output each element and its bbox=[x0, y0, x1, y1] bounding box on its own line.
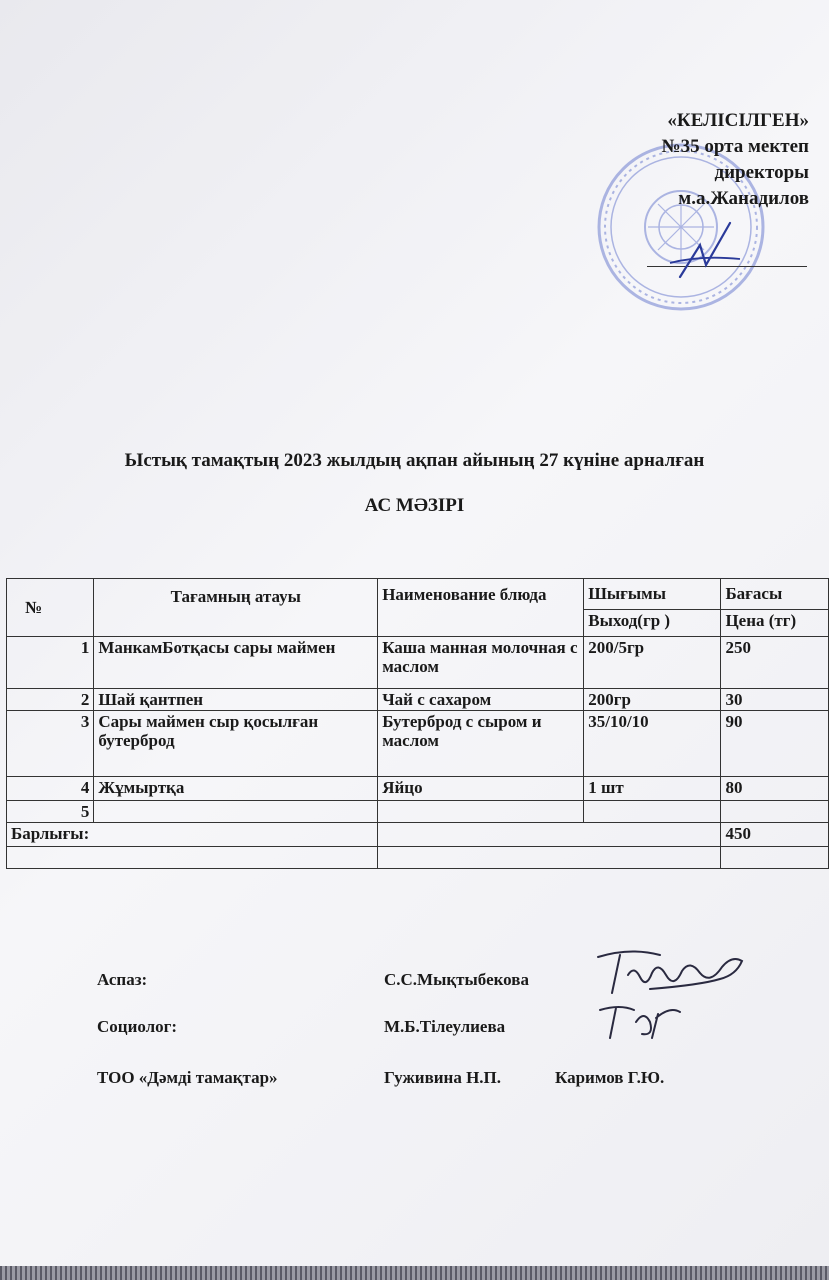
sociologist-name: М.Б.Тілеулиева bbox=[384, 1017, 506, 1036]
cook-label: Аспаз: bbox=[97, 970, 148, 989]
row-price: 90 bbox=[721, 711, 829, 777]
empty-cell bbox=[7, 847, 378, 869]
approval-position: директоры bbox=[714, 162, 809, 183]
empty-cell bbox=[378, 847, 721, 869]
row-output: 200/5гр bbox=[584, 637, 721, 689]
row-name-kz: МанкамБотқасы сары маймен bbox=[94, 637, 378, 689]
menu-table bbox=[6, 578, 829, 869]
header-name-ru: Наименование блюда bbox=[378, 579, 584, 637]
table-row bbox=[7, 801, 829, 823]
row-name-kz bbox=[94, 801, 378, 823]
row-name-ru: Яйцо bbox=[378, 777, 584, 801]
sociologist-signature-icon bbox=[596, 1002, 686, 1042]
header-price-kz: Бағасы bbox=[721, 579, 829, 610]
row-name-ru: Бутерброд с сыром и маслом bbox=[378, 711, 584, 777]
approval-block bbox=[569, 108, 809, 212]
total-empty bbox=[378, 823, 721, 847]
row-name-ru: Каша манная молочная с маслом bbox=[378, 637, 584, 689]
menu-subtitle: Ыстық тамақтың 2023 жылдың ақпан айының 27 күніне арналған bbox=[124, 450, 705, 471]
header-price-ru: Цена (тг) bbox=[721, 610, 829, 637]
row-num: 2 bbox=[7, 689, 94, 711]
approval-school: №35 орта мектеп bbox=[661, 136, 809, 157]
menu-title: АС МӘЗІРІ bbox=[364, 495, 465, 516]
row-num: 4 bbox=[7, 777, 94, 801]
row-name-kz: Жұмыртқа bbox=[94, 777, 378, 801]
row-output: 35/10/10 bbox=[584, 711, 721, 777]
approval-heading: «КЕЛІСІЛГЕН» bbox=[667, 110, 809, 131]
table-row bbox=[7, 637, 829, 689]
company-label: ТОО «Дәмді тамақтар» bbox=[97, 1068, 278, 1087]
row-output: 1 шт bbox=[584, 777, 721, 801]
empty-cell bbox=[721, 847, 829, 869]
row-output: 200гр bbox=[584, 689, 721, 711]
total-value: 450 bbox=[721, 823, 829, 847]
header-output-ru: Выход(гр ) bbox=[584, 610, 721, 637]
row-num: 3 bbox=[7, 711, 94, 777]
row-name-ru bbox=[378, 801, 584, 823]
cook-signature-icon bbox=[590, 945, 750, 1000]
row-price: 80 bbox=[721, 777, 829, 801]
row-price: 30 bbox=[721, 689, 829, 711]
cook-name: С.С.Мықтыбекова bbox=[384, 970, 529, 989]
approval-name: м.а.Жанадилов bbox=[678, 188, 809, 209]
total-label: Барлығы: bbox=[7, 823, 378, 847]
row-price: 250 bbox=[721, 637, 829, 689]
table-row bbox=[7, 847, 829, 869]
header-num: № bbox=[7, 579, 94, 637]
row-price bbox=[721, 801, 829, 823]
company-name-1: Гуживина Н.П. bbox=[384, 1068, 502, 1087]
bottom-edge-decoration bbox=[0, 1266, 829, 1280]
header-output-kz: Шығымы bbox=[584, 579, 721, 610]
table-row bbox=[7, 711, 829, 777]
row-output bbox=[584, 801, 721, 823]
row-num: 5 bbox=[7, 801, 94, 823]
header-name-kz: Тағамның атауы bbox=[94, 579, 378, 637]
table-total-row bbox=[7, 823, 829, 847]
row-name-ru: Чай с сахаром bbox=[378, 689, 584, 711]
table-header-row bbox=[7, 579, 829, 610]
row-name-kz: Сары маймен сыр қосылған бутерброд bbox=[94, 711, 378, 777]
row-num: 1 bbox=[7, 637, 94, 689]
sociologist-label: Социолог: bbox=[97, 1017, 178, 1036]
table-row bbox=[7, 689, 829, 711]
row-name-kz: Шай қантпен bbox=[94, 689, 378, 711]
director-signature-icon bbox=[660, 215, 750, 285]
table-row bbox=[7, 777, 829, 801]
company-name-2: Каримов Г.Ю. bbox=[555, 1068, 665, 1087]
